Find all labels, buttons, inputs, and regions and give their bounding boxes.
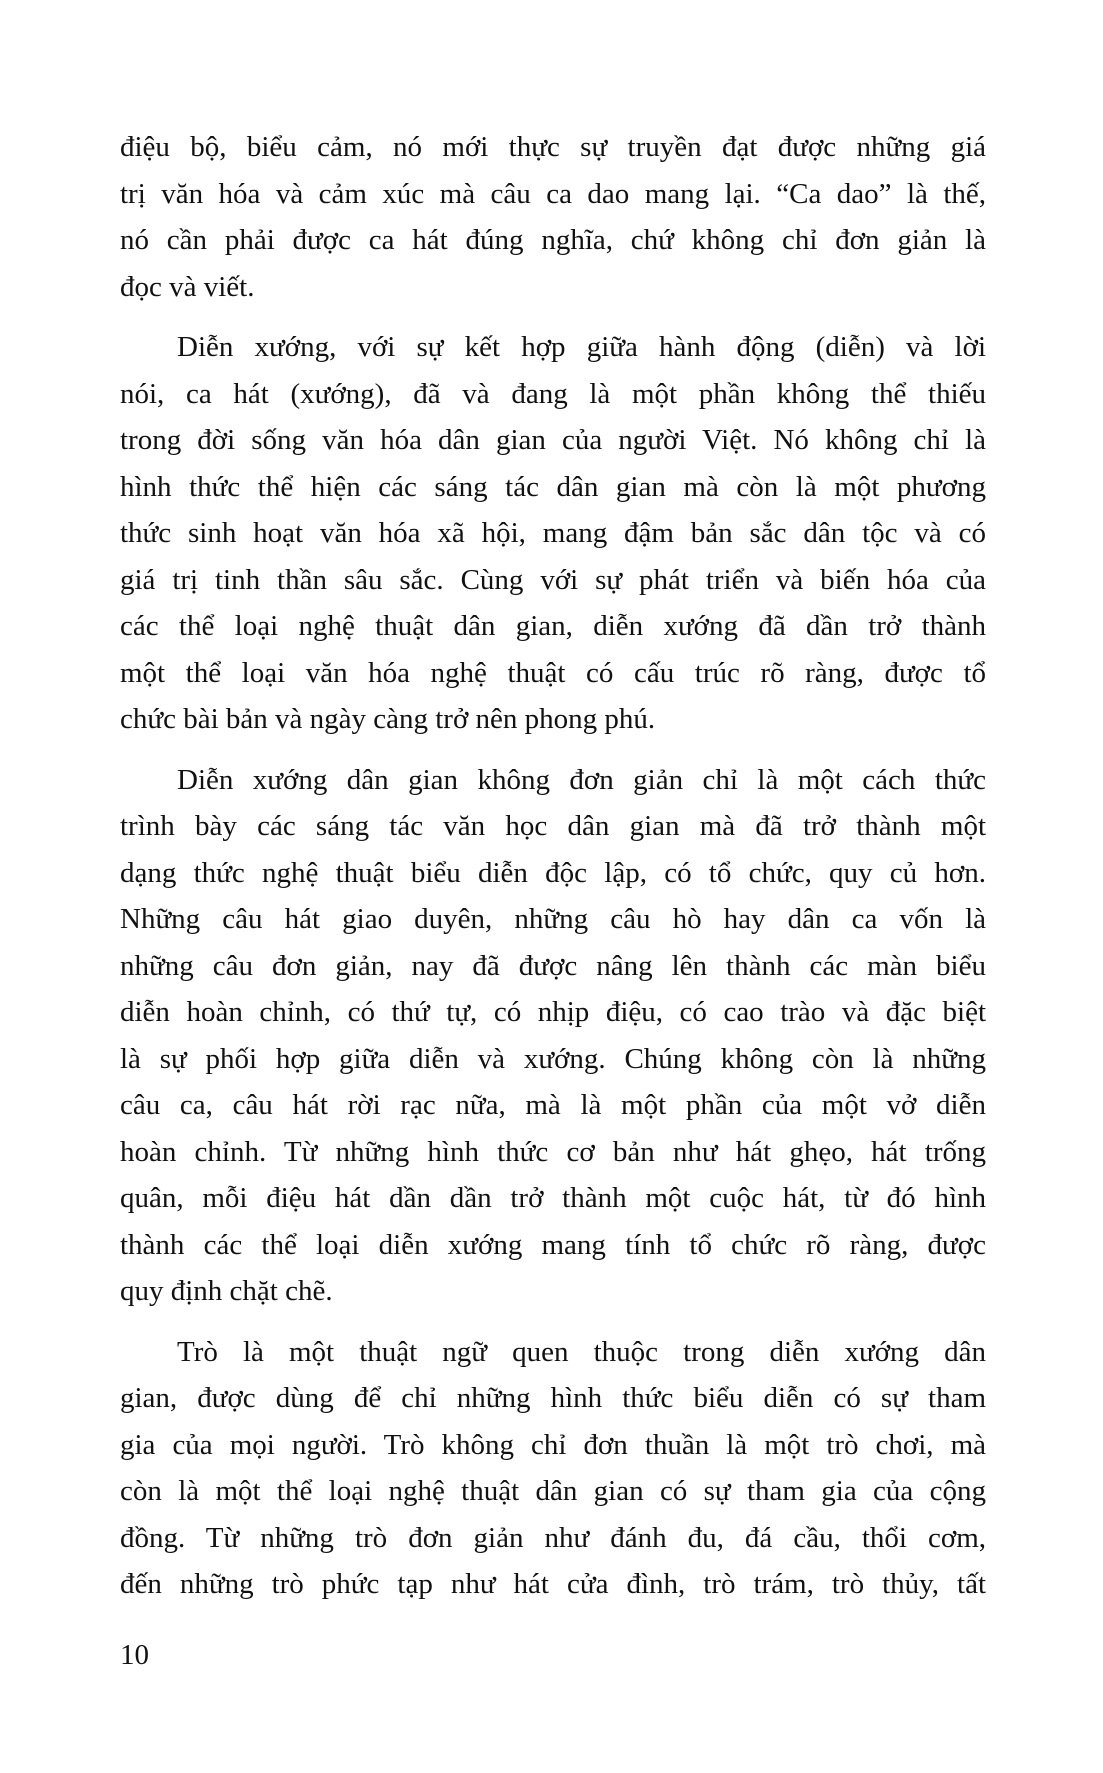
text-line: điệu bộ, biểu cảm, nó mới thực sự truyền đạt được những giá [120, 131, 986, 163]
text-line: hình thức thể hiện các sáng tác dân gian mà còn là một phương [120, 470, 986, 503]
text-line: câu ca, câu hát rời rạc nữa, mà là một phần của một vở diễn [120, 1089, 986, 1121]
text-line: quân, mỗi điệu hát dần dần trở thành một cuộc hát, từ đó hình [120, 1182, 986, 1214]
text-line: một thể loại văn hóa nghệ thuật có cấu trúc rõ ràng, được tổ [120, 656, 986, 689]
text-line: các thể loại nghệ thuật dân gian, diễn xướng đã dần trở thành [120, 610, 986, 642]
paragraph-2 [120, 324, 986, 743]
text-line: hoàn chỉnh. Từ những hình thức cơ bản như hát ghẹo, hát trống [120, 1135, 986, 1168]
text-line: giá trị tinh thần sâu sắc. Cùng với sự phát triển và biến hóa của [120, 563, 986, 596]
text-line: Trò là một thuật ngữ quen thuộc trong diễn xướng dân [177, 1335, 986, 1368]
text-line: trị văn hóa và cảm xúc mà câu ca dao mang lại. “Ca dao” là thế, [120, 177, 986, 210]
text-line: còn là một thể loại nghệ thuật dân gian có sự tham gia của cộng [120, 1475, 986, 1507]
text-line: Những câu hát giao duyên, những câu hò hay dân ca vốn là [120, 903, 986, 935]
text-line: chức bài bản và ngày càng trở nên phong phú. [120, 703, 656, 735]
text-line: đến những trò phức tạp như hát cửa đình, trò trám, trò thủy, tất [120, 1568, 986, 1600]
text-line: những câu đơn giản, nay đã được nâng lên thành các màn biểu [120, 949, 986, 982]
body-text [120, 124, 986, 1622]
paragraph-3 [120, 757, 986, 1315]
text-line: thức sinh hoạt văn hóa xã hội, mang đậm bản sắc dân tộc và có [120, 517, 986, 549]
text-line: dạng thức nghệ thuật biểu diễn độc lập, có tổ chức, quy củ hơn. [120, 856, 986, 889]
text-line: diễn hoàn chỉnh, có thứ tự, có nhịp điệu, có cao trào và đặc biệt [120, 996, 986, 1028]
text-line: gia của mọi người. Trò không chỉ đơn thuần là một trò chơi, mà [120, 1428, 986, 1461]
text-line: trình bày các sáng tác văn học dân gian mà đã trở thành một [120, 810, 986, 842]
text-line: là sự phối hợp giữa diễn và xướng. Chúng không còn là những [120, 1042, 986, 1075]
text-line: nói, ca hát (xướng), đã và đang là một phần không thể thiếu [120, 377, 986, 410]
text-line: Diễn xướng, với sự kết hợp giữa hành động (diễn) và lời [177, 331, 986, 363]
paragraph-4 [120, 1329, 986, 1608]
paragraph-1 [120, 124, 986, 310]
text-line: quy định chặt chẽ. [120, 1275, 333, 1307]
text-line: gian, được dùng để chỉ những hình thức biểu diễn có sự tham [120, 1382, 986, 1414]
text-line: đọc và viết. [120, 270, 255, 303]
text-line: nó cần phải được ca hát đúng nghĩa, chứ không chỉ đơn giản là [120, 224, 986, 256]
text-line: Diễn xướng dân gian không đơn giản chỉ là một cách thức [177, 763, 986, 796]
page-number: 10 [120, 1639, 149, 1671]
text-line: trong đời sống văn hóa dân gian của người Việt. Nó không chỉ là [120, 424, 986, 456]
text-line: đồng. Từ những trò đơn giản như đánh đu, đá cầu, thổi cơm, [120, 1521, 986, 1554]
text-line: thành các thể loại diễn xướng mang tính tổ chức rõ ràng, được [120, 1228, 986, 1261]
